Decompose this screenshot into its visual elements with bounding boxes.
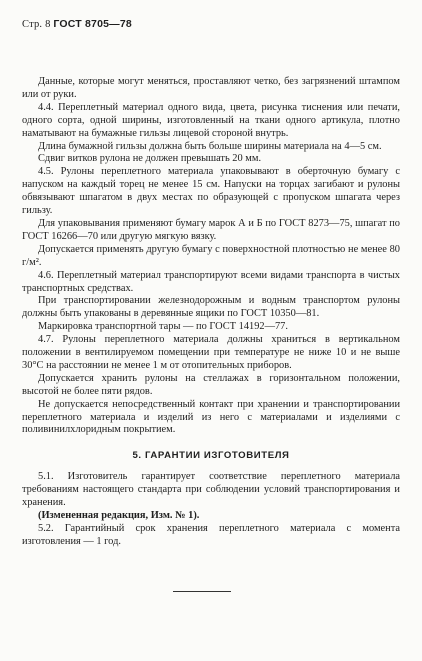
paragraph: Для упаковывания применяют бумагу марок А и Б по ГОСТ 8273—75, шпагат по ГОСТ 16266—70 или другую мягкую вязку.	[22, 217, 400, 242]
standard-number: ГОСТ 8705—78	[53, 18, 132, 30]
paragraph: 4.5. Рулоны переплетного материала упаковывают в оберточную бумагу с напуском на каждый торец не менее 15 см. Напуски на торцах загибают и рулоны обвязывают шпагатом в двух местах по образующей с пропуском шпагата через гильзу.	[22, 166, 400, 217]
paragraph: При транспортировании железнодорожным и водным транспортом рулоны должны быть упакованы в деревянные ящики по ГОСТ 10350—81.	[22, 295, 400, 320]
paragraph: 4.4. Переплетный материал одного вида, цвета, рисунка тиснения или печати, одного сорта, одной ширины, изготовленный на ткани одного артикула, плотно наматывают на бумажные гильзы лицевой стороной внутрь.	[22, 101, 400, 139]
end-rule	[173, 591, 231, 592]
page-header	[22, 18, 132, 30]
edition-note: (Измененная редакция, Изм. № 1).	[38, 510, 200, 521]
paragraph: Допускается применять другую бумагу с поверхностной плотностью не менее 80 г/м².	[22, 243, 400, 268]
paragraph: Допускается хранить рулоны на стеллажах в горизонтальном положении, высотой не более пяти рядов.	[22, 372, 400, 397]
paragraph: 4.7. Рулоны переплетного материала должны храниться в вертикальном положении в вентилируемом помещении при температуре не ниже 10 и не выше 30°С на расстоянии не менее 1 м от отопительных приборов.	[22, 334, 400, 371]
paragraph: Длина бумажной гильзы должна быть больше ширины материала на 4—5 см.	[38, 140, 382, 152]
paragraph: Сдвиг витков рулона не должен превышать 20 мм.	[38, 153, 262, 165]
paragraph: Маркировка транспортной тары — по ГОСТ 14192—77.	[38, 321, 288, 333]
paragraph: 5.1. Изготовитель гарантирует соответствие переплетного материала требованиям настоящего стандарта при соблюдении условий транспортирования и хранения.	[22, 471, 400, 509]
page-number: Стр. 8	[22, 19, 51, 30]
paragraph: Не допускается непосредственный контакт при хранении и транспортировании переплетного материала и изделий из него с материалами и изделиями с поливинилхлоридным покрытием.	[22, 398, 400, 436]
paragraph: Данные, которые могут меняться, проставляют четко, без загрязнений штампом или от руки.	[22, 76, 400, 100]
document-body	[22, 76, 400, 549]
paragraph: 5.2. Гарантийный срок хранения переплетного материала с момента изготовления — 1 год.	[22, 522, 400, 547]
paragraph: 4.6. Переплетный материал транспортируют всеми видами транспорта в чистых транспортных средствах.	[22, 269, 400, 294]
section-title: 5. ГАРАНТИИ ИЗГОТОВИТЕЛЯ	[132, 450, 290, 462]
